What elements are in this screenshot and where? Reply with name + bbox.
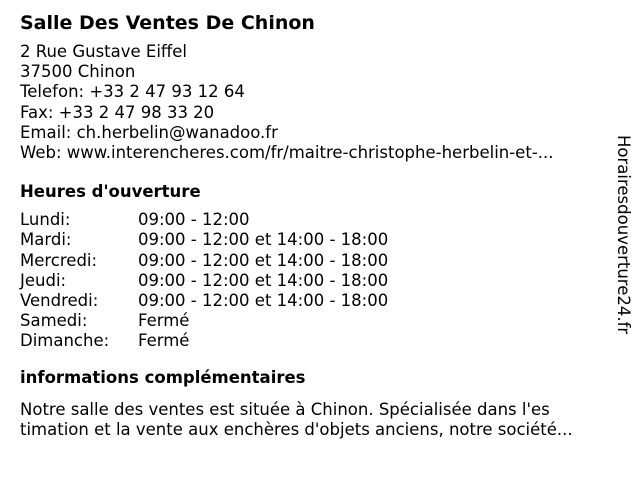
additional-info-text <box>20 400 610 440</box>
business-name: Salle Des Ventes De Chinon <box>20 12 315 34</box>
additional-info-heading: informations complémentaires <box>20 367 306 387</box>
site-watermark: Horairesdouverture24.fr <box>614 135 633 335</box>
day-label: Mercredi: <box>20 250 98 270</box>
day-hours: 09:00 - 12:00 et 14:00 - 18:00 <box>138 230 389 250</box>
day-hours: 09:00 - 12:00 et 14:00 - 18:00 <box>138 270 389 290</box>
info-text-line: Notre salle des ventes est située à Chinon. Spécialisée dans l'es <box>20 399 550 419</box>
day-label: Samedi: <box>20 311 88 331</box>
phone-number[interactable]: Telefon: +33 2 47 93 12 64 <box>20 82 245 102</box>
website-link[interactable]: Web: www.interencheres.com/fr/maitre-christophe-herbelin-et-... <box>20 143 554 163</box>
day-hours: Fermé <box>138 311 190 331</box>
day-hours: 09:00 - 12:00 <box>138 210 250 230</box>
hours-row-friday <box>20 291 388 311</box>
day-label: Jeudi: <box>20 270 67 290</box>
hours-row-monday <box>20 210 388 230</box>
hours-row-tuesday <box>20 230 388 250</box>
day-hours: Fermé <box>138 331 190 351</box>
day-hours: 09:00 - 12:00 et 14:00 - 18:00 <box>138 250 389 270</box>
day-label: Vendredi: <box>20 291 99 311</box>
address-line-street: 2 Rue Gustave Eiffel <box>20 42 188 61</box>
hours-row-sunday <box>20 331 388 351</box>
info-text-line: timation et la vente aux enchères d'objets anciens, notre société... <box>20 419 573 439</box>
contact-block <box>20 42 610 163</box>
fax-number: Fax: +33 2 47 98 33 20 <box>20 102 215 122</box>
day-hours: 09:00 - 12:00 et 14:00 - 18:00 <box>138 291 389 311</box>
hours-row-thursday <box>20 271 388 291</box>
opening-hours-heading: Heures d'ouverture <box>20 182 201 202</box>
hours-row-wednesday <box>20 251 388 271</box>
opening-hours-table <box>20 210 388 351</box>
day-label: Lundi: <box>20 210 71 230</box>
hours-row-saturday <box>20 311 388 331</box>
listing-card <box>20 10 610 440</box>
email-address[interactable]: Email: ch.herbelin@wanadoo.fr <box>20 122 278 142</box>
address-line-city: 37500 Chinon <box>20 62 136 82</box>
day-label: Mardi: <box>20 230 72 250</box>
day-label: Dimanche: <box>20 331 110 351</box>
